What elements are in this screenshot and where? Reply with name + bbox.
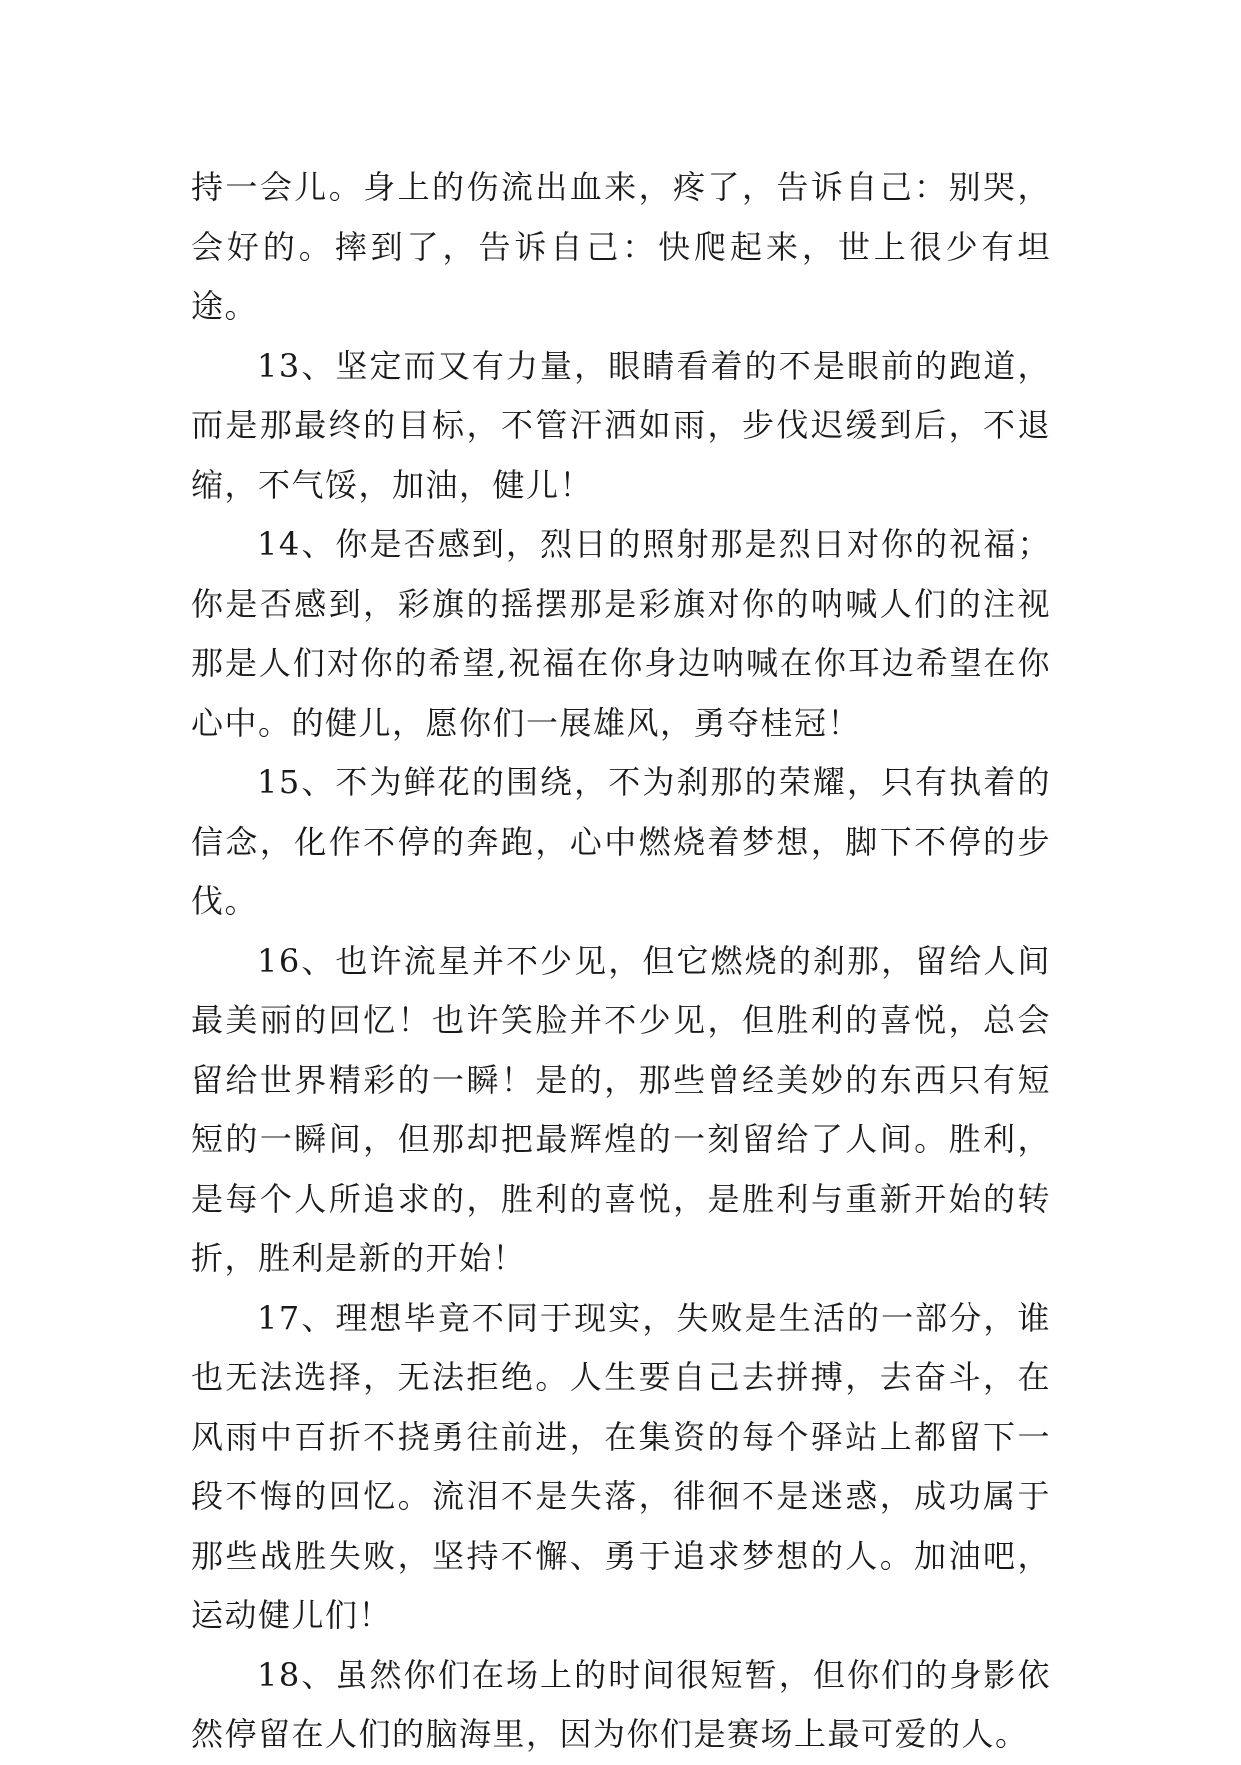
paragraph-13: 13、坚定而又有力量，眼睛看着的不是眼前的跑道，而是那最终的目标，不管汗洒如雨，步伐迟缓到后，不退缩，不气馁，加油，健儿！ bbox=[191, 346, 1051, 504]
paragraph-14: 14、你是否感到，烈日的照射那是烈日对你的祝福；你是否感到，彩旗的摇摆那是彩旗对你的呐喊人们的注视那是人们对你的希望,祝福在你身边呐喊在你耳边希望在你心中。的健儿，愿你们一展雄风，勇夺桂冠！ bbox=[191, 525, 1051, 742]
paragraph-continuation: 持一会儿。身上的伤流出血来，疼了，告诉自己：别哭，会好的。摔到了，告诉自己：快爬起来，世上很少有坦途。 bbox=[191, 168, 1051, 325]
paragraph-18: 18、虽然你们在场上的时间很短暂，但你们的身影依然停留在人们的脑海里，因为你们是赛场上最可爱的人。 bbox=[191, 1655, 1051, 1753]
paragraph-17: 17、理想毕竟不同于现实，失败是生活的一部分，谁也无法选择，无法拒绝。人生要自己去拼搏，去奋斗，在风雨中百折不挠勇往前进，在集资的每个驿站上都留下一段不悔的回忆。流泪不是失落，徘徊不是迷惑，成功属于那些战胜失败，坚持不懈、勇于追求梦想的人。加油吧，运动健儿们！ bbox=[191, 1298, 1051, 1634]
document-body bbox=[191, 158, 1051, 1765]
paragraph-16: 16、也许流星并不少见，但它燃烧的刹那，留给人间最美丽的回忆！也许笑脸并不少见，但胜利的喜悦，总会留给世界精彩的一瞬！是的，那些曾经美妙的东西只有短短的一瞬间，但那却把最辉煌的一刻留给了人间。胜利，是每个人所追求的，胜利的喜悦，是胜利与重新开始的转折，胜利是新的开始！ bbox=[191, 941, 1051, 1277]
paragraph-15: 15、不为鲜花的围绕，不为刹那的荣耀，只有执着的信念，化作不停的奔跑，心中燃烧着梦想，脚下不停的步伐。 bbox=[191, 763, 1051, 920]
